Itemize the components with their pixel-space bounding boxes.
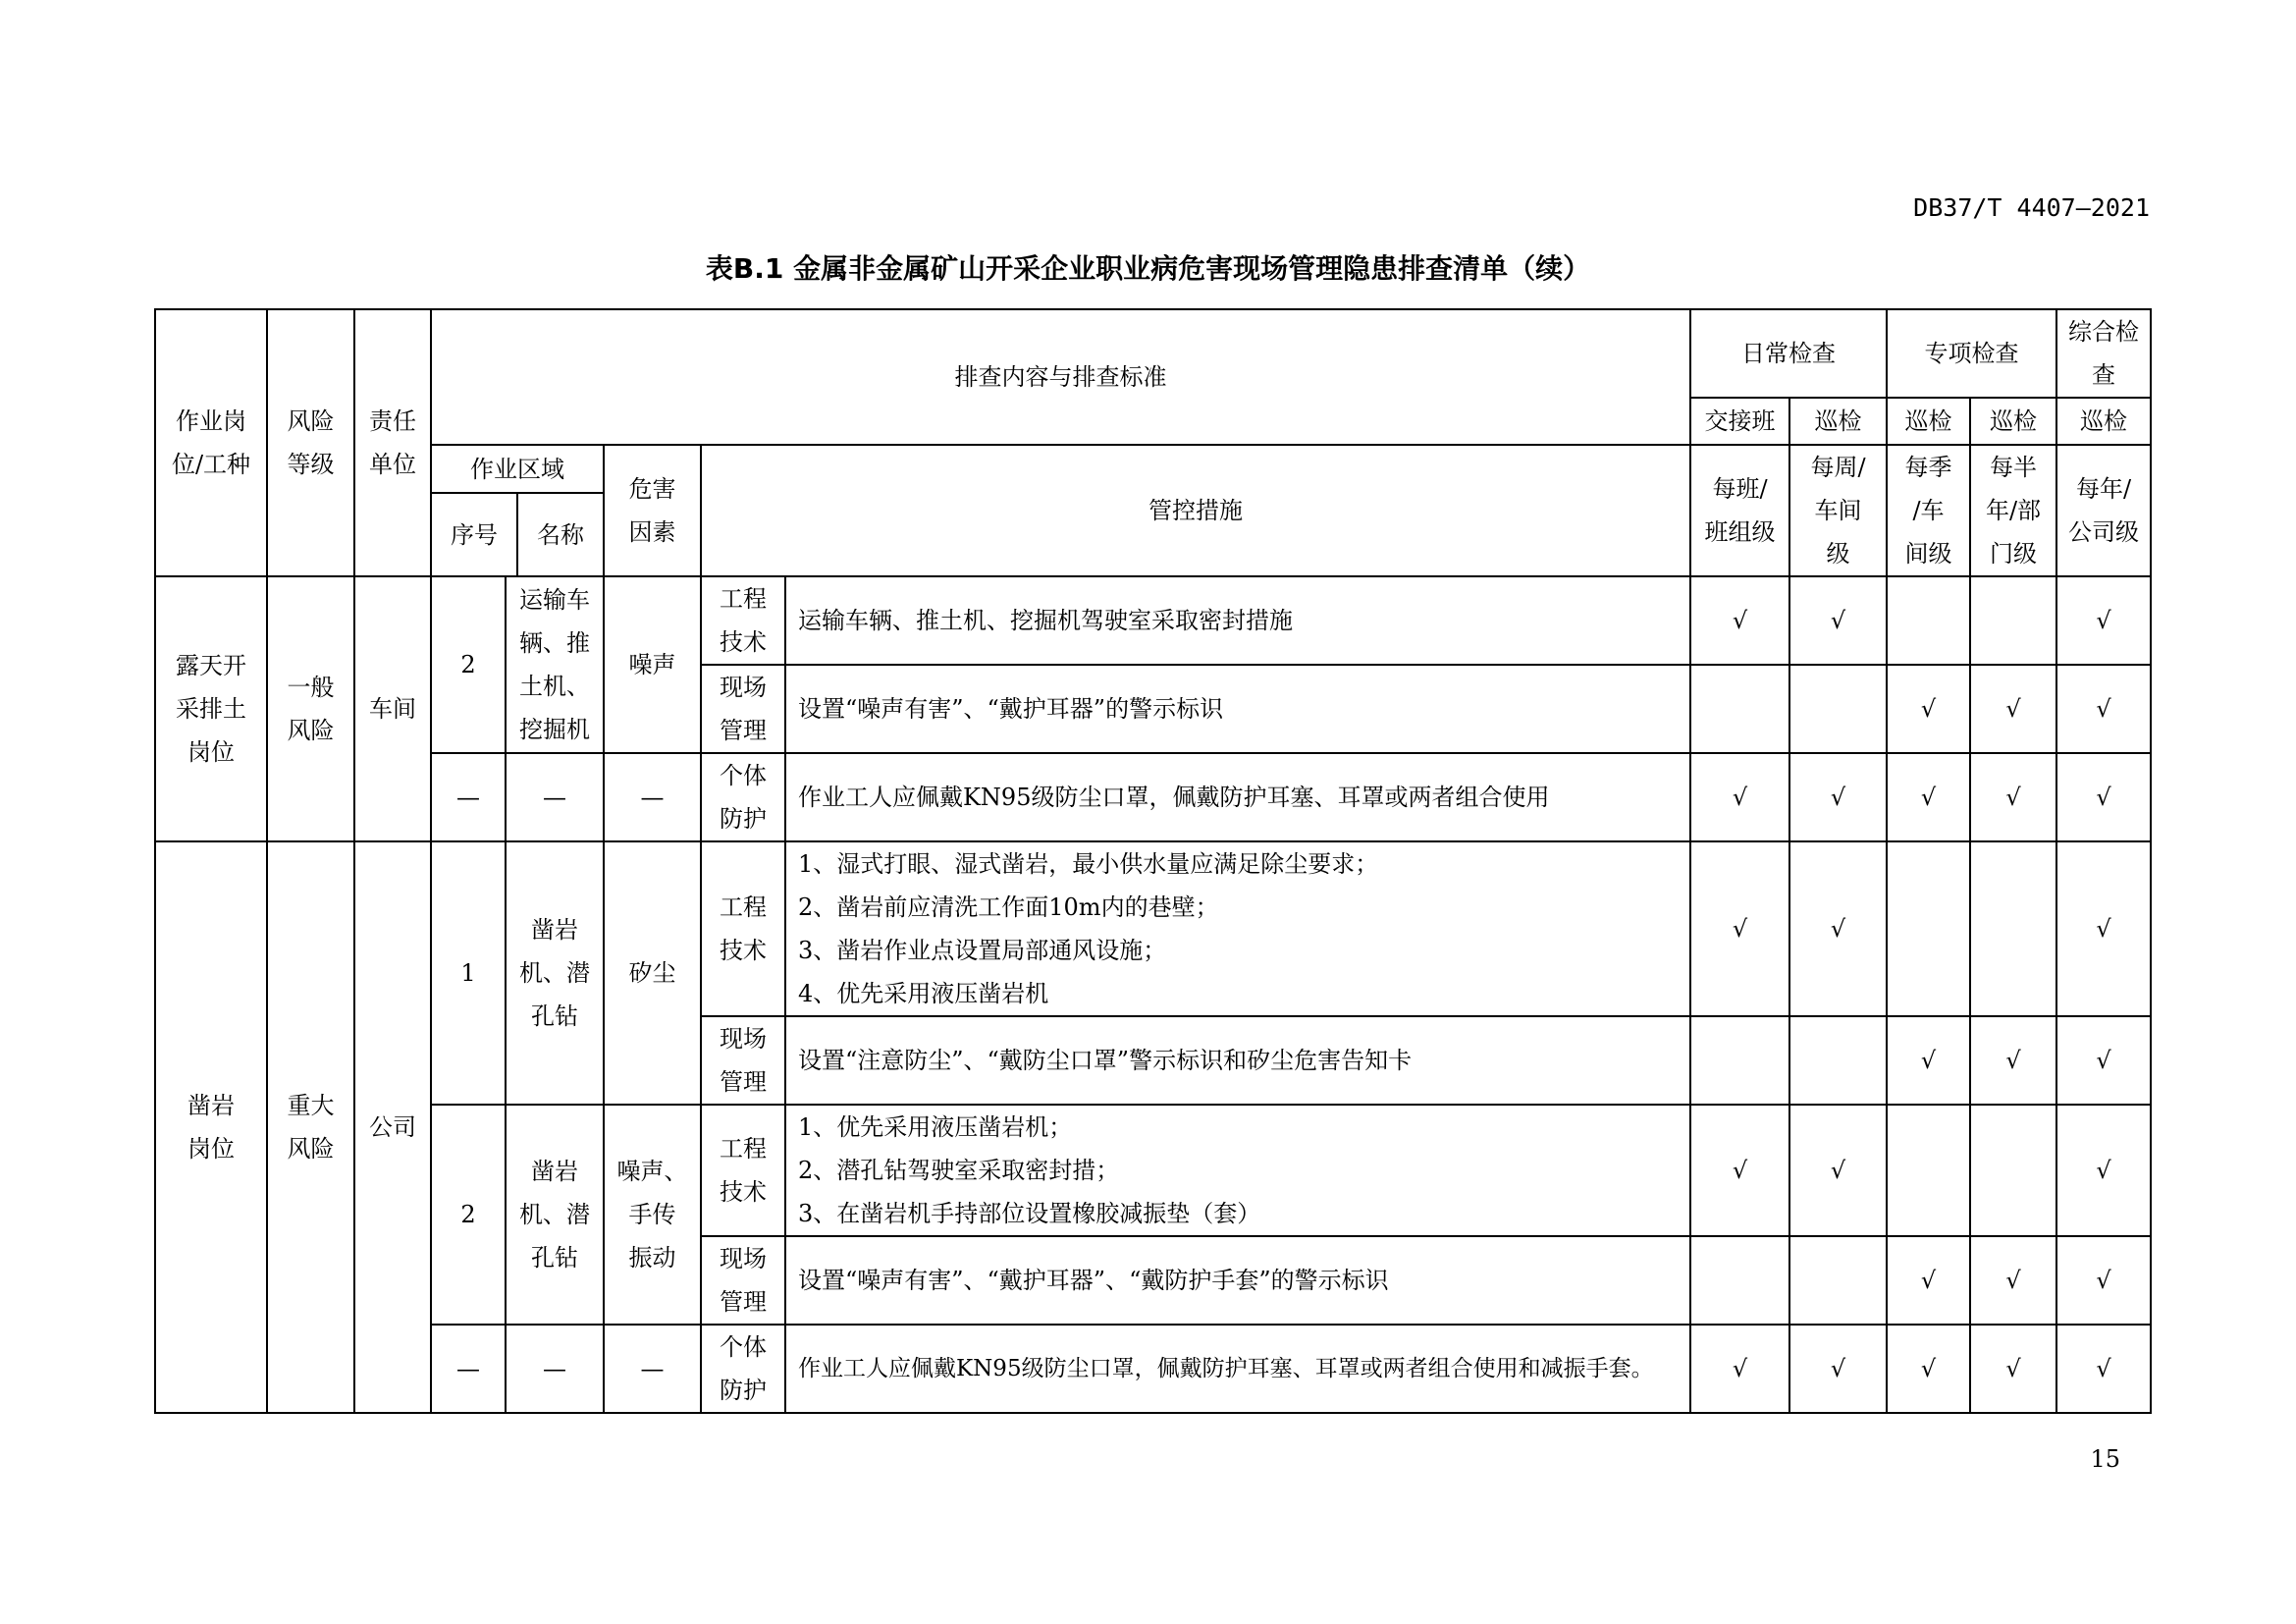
check-cell: √	[1690, 841, 1789, 1016]
check-cell: √	[2056, 753, 2151, 841]
check-cell: √	[1789, 841, 1887, 1016]
header-patrol: 巡检	[1887, 398, 1970, 445]
check-cell: √	[2056, 576, 2151, 665]
document-code: DB37/T 4407—2021	[1913, 193, 2150, 222]
area-seq: 1	[431, 841, 506, 1105]
check-cell: √	[1887, 1236, 1970, 1325]
area-name: 凿岩 机、潜 孔钻	[506, 1105, 604, 1325]
check-cell: √	[1690, 576, 1789, 665]
check-cell	[1690, 665, 1789, 753]
check-cell: √	[1970, 1016, 2056, 1105]
check-cell: √	[1970, 1236, 2056, 1325]
measure-text: 运输车辆、推土机、挖掘机驾驶室采取密封措施	[785, 576, 1690, 665]
hazard-checklist-table	[154, 308, 2152, 1414]
header-patrol: 巡检	[1970, 398, 2056, 445]
measure-text: 作业工人应佩戴KN95级防尘口罩，佩戴防护耳塞、耳罩或两者组合使用和减振手套。	[785, 1325, 1690, 1413]
check-cell: √	[1789, 1325, 1887, 1413]
risk-level: 重大 风险	[267, 841, 354, 1413]
check-cell: √	[1887, 665, 1970, 753]
header-freq-quarter: 每季 /车 间级	[1887, 445, 1970, 576]
table-caption: 表B.1 金属非金属矿山开采企业职业病危害现场管理隐患排查清单（续）	[705, 252, 1591, 285]
area-name: —	[506, 753, 604, 841]
header-risk-level: 风险 等级	[267, 309, 354, 576]
check-cell: √	[1887, 1016, 1970, 1105]
measure-text: 1、优先采用液压凿岩机； 2、潜孔钻驾驶室采取密封措； 3、在凿岩机手持部位设置橡胶减振垫（套）	[785, 1105, 1690, 1236]
measure-type: 个体 防护	[701, 1325, 785, 1413]
measure-type: 工程 技术	[701, 576, 785, 665]
header-comprehensive-check: 综合检 查	[2056, 309, 2151, 398]
header-freq-week: 每周/ 车间 级	[1789, 445, 1887, 576]
header-control-measures: 管控措施	[701, 445, 1690, 576]
header-hazard-factor: 危害 因素	[604, 445, 701, 576]
measure-type: 个体 防护	[701, 753, 785, 841]
measure-text: 设置“噪声有害”、“戴护耳器”的警示标识	[785, 665, 1690, 753]
check-cell: √	[2056, 841, 2151, 1016]
check-cell: √	[1690, 753, 1789, 841]
area-seq: —	[431, 753, 506, 841]
area-seq: 2	[431, 1105, 506, 1325]
check-cell: √	[1789, 753, 1887, 841]
check-cell	[1887, 841, 1970, 1016]
check-cell: √	[2056, 665, 2151, 753]
measure-type: 工程 技术	[701, 841, 785, 1016]
check-cell	[1789, 1016, 1887, 1105]
header-freq-year: 每年/ 公司级	[2056, 445, 2151, 576]
page-number: 15	[2090, 1445, 2120, 1473]
check-cell	[1970, 576, 2056, 665]
header-inspection-content: 排查内容与排查标准	[431, 309, 1690, 445]
header-freq-halfyear: 每半 年/部 门级	[1970, 445, 2056, 576]
header-seq: 序号	[432, 493, 517, 575]
responsible-unit: 公司	[354, 841, 431, 1413]
hazard-factor: —	[604, 1325, 701, 1413]
hazard-factor: 噪声、 手传 振动	[604, 1105, 701, 1325]
measure-text: 设置“噪声有害”、“戴护耳器”、“戴防护手套”的警示标识	[785, 1236, 1690, 1325]
area-seq: —	[431, 1325, 506, 1413]
check-cell	[1789, 665, 1887, 753]
header-shift-handover: 交接班	[1690, 398, 1789, 445]
header-post: 作业岗 位/工种	[155, 309, 267, 576]
check-cell	[1970, 841, 2056, 1016]
hazard-factor: 噪声	[604, 576, 701, 753]
check-cell: √	[1887, 1325, 1970, 1413]
measure-text: 作业工人应佩戴KN95级防尘口罩，佩戴防护耳塞、耳罩或两者组合使用	[785, 753, 1690, 841]
measure-text: 设置“注意防尘”、“戴防尘口罩”警示标识和矽尘危害告知卡	[785, 1016, 1690, 1105]
measure-type: 现场 管理	[701, 1016, 785, 1105]
area-seq: 2	[431, 576, 506, 753]
header-patrol: 巡检	[1789, 398, 1887, 445]
check-cell: √	[2056, 1016, 2151, 1105]
check-cell: √	[1789, 576, 1887, 665]
check-cell: √	[2056, 1105, 2151, 1236]
check-cell: √	[1789, 1105, 1887, 1236]
area-name: 运输车 辆、推 土机、 挖掘机	[506, 576, 604, 753]
post-name: 露天开 采排土 岗位	[155, 576, 267, 841]
header-special-check: 专项检查	[1887, 309, 2056, 398]
hazard-factor: 矽尘	[604, 841, 701, 1105]
check-cell: √	[1690, 1325, 1789, 1413]
check-cell	[1970, 1105, 2056, 1236]
header-responsible-unit: 责任 单位	[354, 309, 431, 576]
post-name: 凿岩 岗位	[155, 841, 267, 1413]
check-cell: √	[1970, 753, 2056, 841]
header-work-area: 作业区域	[432, 446, 603, 493]
check-cell	[1887, 1105, 1970, 1236]
check-cell: √	[1970, 665, 2056, 753]
header-patrol: 巡检	[2056, 398, 2151, 445]
measure-type: 现场 管理	[701, 1236, 785, 1325]
check-cell	[1690, 1236, 1789, 1325]
check-cell	[1789, 1236, 1887, 1325]
measure-text: 1、湿式打眼、湿式凿岩，最小供水量应满足除尘要求； 2、凿岩前应清洗工作面10m内的巷壁； 3、凿岩作业点设置局部通风设施； 4、优先采用液压凿岩机	[785, 841, 1690, 1016]
header-freq-shift: 每班/ 班组级	[1690, 445, 1789, 576]
check-cell: √	[2056, 1236, 2151, 1325]
check-cell	[1887, 576, 1970, 665]
check-cell: √	[2056, 1325, 2151, 1413]
measure-type: 工程 技术	[701, 1105, 785, 1236]
header-work-area-cell	[431, 445, 604, 576]
risk-level: 一般 风险	[267, 576, 354, 841]
check-cell: √	[1690, 1105, 1789, 1236]
check-cell: √	[1970, 1325, 2056, 1413]
header-daily-check: 日常检查	[1690, 309, 1887, 398]
hazard-factor: —	[604, 753, 701, 841]
measure-type: 现场 管理	[701, 665, 785, 753]
check-cell: √	[1887, 753, 1970, 841]
check-cell	[1690, 1016, 1789, 1105]
area-name: 凿岩 机、潜 孔钻	[506, 841, 604, 1105]
area-name: —	[506, 1325, 604, 1413]
header-name: 名称	[537, 520, 584, 549]
responsible-unit: 车间	[354, 576, 431, 841]
